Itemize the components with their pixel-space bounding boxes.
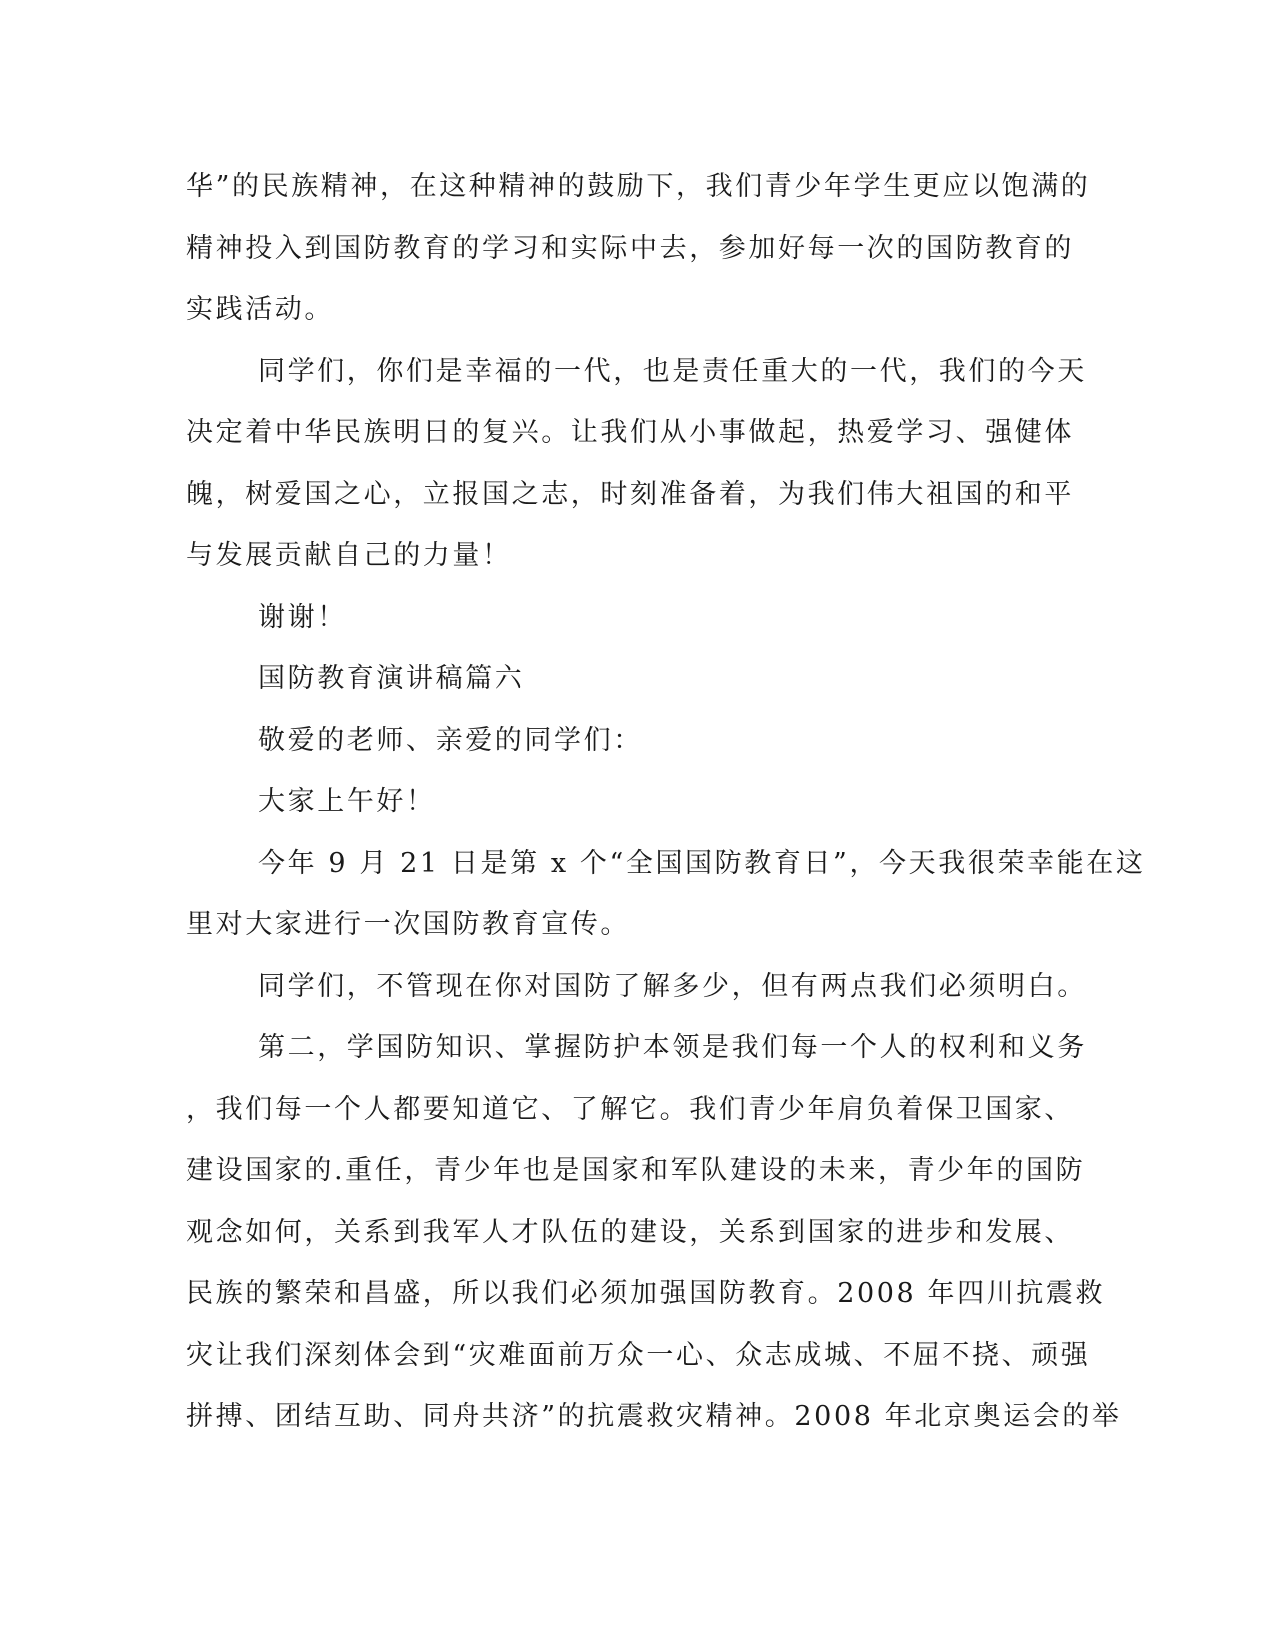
text-line: 华”的民族精神，在这种精神的鼓励下，我们青少年学生更应以饱满的 bbox=[186, 171, 1091, 202]
text-line: 民族的繁荣和昌盛，所以我们必须加强国防教育。2008 年四川抗震救 bbox=[186, 1278, 1106, 1309]
text-line: 决定着中华民族明日的复兴。让我们从小事做起，热爱学习、强健体 bbox=[186, 417, 1074, 448]
thanks-line: 谢谢！ bbox=[258, 601, 347, 633]
text-line: 灾让我们深刻体会到“灾难面前万众一心、众志成城、不屈不挠、顽强 bbox=[186, 1339, 1091, 1371]
text-line: 精神投入到国防教育的学习和实际中去，参加好每一次的国防教育的 bbox=[186, 232, 1074, 264]
paragraph-start-line: 同学们，你们是幸福的一代，也是责任重大的一代，我们的今天 bbox=[258, 355, 1087, 387]
salutation-line: 敬爱的老师、亲爱的同学们： bbox=[258, 724, 643, 756]
text-line: 拼搏、团结互助、同舟共济”的抗震救灾精神。2008 年北京奥运会的举 bbox=[186, 1401, 1122, 1432]
text-line: 魄，树爱国之心，立报国之志，时刻准备着，为我们伟大祖国的和平 bbox=[186, 478, 1074, 510]
section-title: 国防教育演讲稿篇六 bbox=[258, 663, 525, 694]
text-line: ，我们每一个人都要知道它、了解它。我们青少年肩负着保卫国家、 bbox=[186, 1093, 1074, 1125]
paragraph-start-line: 第二，学国防知识、掌握防护本领是我们每一个人的权利和义务 bbox=[258, 1032, 1087, 1063]
paragraph-start-line: 同学们，不管现在你对国防了解多少，但有两点我们必须明白。 bbox=[258, 970, 1087, 1002]
text-line: 观念如何，关系到我军人才队伍的建设，关系到国家的进步和发展、 bbox=[186, 1216, 1074, 1248]
document-body bbox=[186, 156, 1146, 1448]
text-line: 里对大家进行一次国防教育宣传。 bbox=[186, 909, 630, 940]
text-line: 与发展贡献自己的力量！ bbox=[186, 540, 512, 571]
text-line: 建设国家的.重任，青少年也是国家和军队建设的未来，青少年的国防 bbox=[186, 1155, 1086, 1186]
text-line: 实践活动。 bbox=[186, 294, 334, 325]
paragraph-start-line: 今年 9 月 21 日是第 x 个“全国国防教育日”，今天我很荣幸能在这 bbox=[258, 847, 1146, 879]
greeting-line: 大家上午好！ bbox=[258, 786, 436, 817]
